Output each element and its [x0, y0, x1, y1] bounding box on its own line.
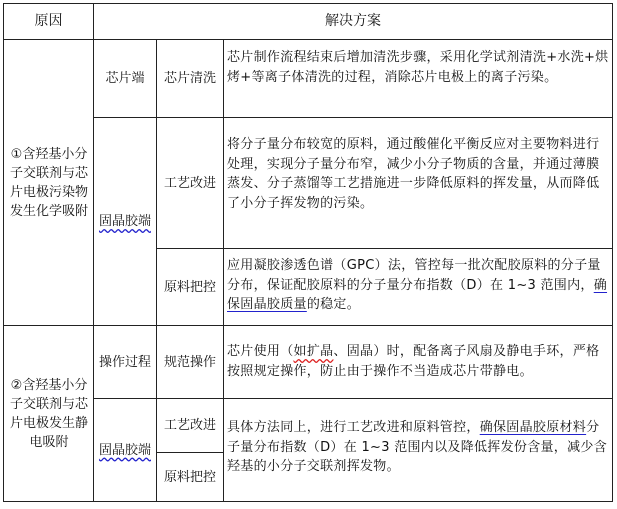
chip-clean-text: 芯片制作流程结束后增加清洗步骤，采用化学试剂清洗+水洗+烘烤+等离子体清洗的过程，消除芯片电极上的离子污染。 — [227, 50, 609, 85]
operation-process-label: 操作过程 — [98, 354, 151, 370]
reason-1: ①含羟基小分子交联剂与芯片电极污染物发生化学吸附 — [10, 146, 89, 219]
table-rule — [156, 248, 613, 249]
material-control-label-2: 原料把控 — [163, 469, 216, 485]
table-rule — [223, 39, 224, 502]
standard-op-text-c: 、固晶）时，配备离子风扇及静电手环，严格按照规定操作，防止由于操作不当造成芯片带静电。 — [227, 344, 600, 379]
crystal-side-label-1-text: 固晶胶端 — [98, 214, 151, 229]
chip-clean-label: 芯片清洗 — [163, 71, 216, 86]
crystal-side-label-1 — [94, 118, 156, 325]
combined-solution-text-a: 具体方法同上，进行工艺改进和原料管控， — [227, 420, 480, 435]
header-solution: 解决方案 — [325, 13, 381, 29]
process-improve-label-2: 工艺改进 — [163, 418, 216, 433]
table-border-left — [3, 3, 4, 502]
reason-2: ②含羟基小分子交联剂与芯片电极发生静电吸附 — [10, 377, 89, 450]
table-border-right — [612, 3, 613, 502]
combined-solution-text — [227, 418, 610, 477]
chip-side-label: 芯片端 — [105, 71, 145, 86]
material-control-text-1 — [227, 256, 610, 315]
standard-op-text — [227, 342, 610, 381]
crystal-side-label-2 — [94, 399, 156, 501]
combined-solution-text-c: 分子量分布指数（D）在 1~3 范围内以及降低挥发份含量，减少含羟基的小分子交联剂挥发物。 — [227, 420, 608, 474]
process-improve-text-1: 将分子量分布较宽的原料，通过酸催化平衡反应对主要物料进行处理，实现分子量分布窄，减少小分子物质的含量，并通过薄膜蒸发、分子蒸馏等工艺措施进一步降低原料的挥发量，从而降低了小分子挥发物的污染。 — [227, 137, 600, 211]
table-border-bottom — [3, 501, 613, 502]
material-control-text-1-a: 应用凝胶渗透色谱（GPC）法，管控每一批次配胶原料的分子量分布，保证配胶原料的分子量分布指数（D）在 1~3 范围内， — [227, 258, 601, 293]
standard-op-text-a: 芯片使用（ — [227, 344, 294, 359]
standard-op-text-b: 如扩晶 — [293, 344, 334, 359]
material-control-text-1-c: 的稳定。 — [306, 297, 361, 312]
header-reason: 原因 — [34, 13, 63, 29]
process-improve-label-1: 工艺改进 — [163, 175, 216, 191]
material-control-text-1-b: 确保固晶胶质量 — [227, 277, 608, 312]
standard-op-label: 规范操作 — [163, 354, 216, 370]
combined-solution-text-b: 确保固晶胶原材料 — [479, 420, 587, 435]
crystal-side-label-2-text: 固晶胶端 — [98, 442, 151, 458]
material-control-label-1: 原料把控 — [163, 279, 216, 295]
